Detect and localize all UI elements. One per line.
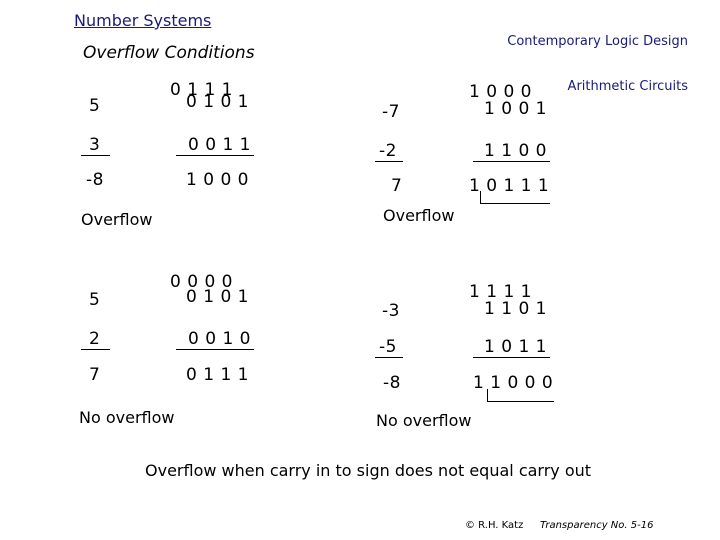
operand-decimal: 5 xyxy=(89,96,101,116)
sum-decimal: 7 xyxy=(89,365,101,385)
addend-binary: 1 1 0 0 xyxy=(473,143,550,162)
sum-decimal: 7 xyxy=(391,176,403,196)
addend-decimal: 3 xyxy=(81,137,110,156)
section-title: Number Systems xyxy=(74,11,212,30)
slide-subtitle: Overflow Conditions xyxy=(83,43,255,63)
addend-binary: 0 0 1 0 xyxy=(176,331,254,350)
operand-binary: 0 1 0 1 xyxy=(186,92,249,112)
sum-decimal: -8 xyxy=(383,373,401,393)
addend-decimal: 2 xyxy=(81,331,110,350)
operand-binary: 0 1 0 1 xyxy=(186,287,249,307)
sum-binary: 1 0 1 1 1 xyxy=(469,176,550,196)
addend-decimal: -5 xyxy=(375,339,403,358)
operand-decimal: 5 xyxy=(89,290,101,310)
result-label: Overflow xyxy=(81,210,153,229)
sum-binary: 0 1 1 1 xyxy=(186,365,249,385)
carry-bits: 1 0 0 0 xyxy=(469,82,532,102)
carry-bits: 1 1 1 1 xyxy=(469,282,532,302)
result-label: No overflow xyxy=(79,408,175,427)
footer-transparency: Transparency No. 5-16 xyxy=(540,520,654,531)
carry-bits: 0 0 0 0 xyxy=(170,272,233,292)
carry-bits: 0 1 1 1 xyxy=(170,80,233,100)
addend-binary: 0 0 1 1 xyxy=(176,137,254,156)
operand-decimal: -3 xyxy=(382,301,400,321)
result-label: Overflow xyxy=(383,206,455,225)
footer-author: © R.H. Katz xyxy=(465,520,524,531)
overflow-rule: Overflow when carry in to sign does not equal carry out xyxy=(145,461,592,480)
operand-decimal: -7 xyxy=(382,102,400,122)
carry-out-bracket xyxy=(480,191,550,204)
sum-decimal: -8 xyxy=(86,170,104,190)
sum-binary: 1 0 0 0 xyxy=(186,170,249,190)
course-title: Contemporary Logic Design xyxy=(507,33,688,49)
sum-binary: 1 1 0 0 0 xyxy=(473,373,554,393)
course-header xyxy=(507,5,688,110)
addend-decimal: -2 xyxy=(375,143,403,162)
operand-binary: 1 1 0 1 xyxy=(484,299,547,319)
addend-binary: 1 0 1 1 xyxy=(473,339,550,358)
result-label: No overflow xyxy=(376,411,472,430)
operand-binary: 1 0 0 1 xyxy=(484,99,547,119)
carry-out-bracket xyxy=(487,389,554,402)
course-topic: Arithmetic Circuits xyxy=(567,78,688,94)
